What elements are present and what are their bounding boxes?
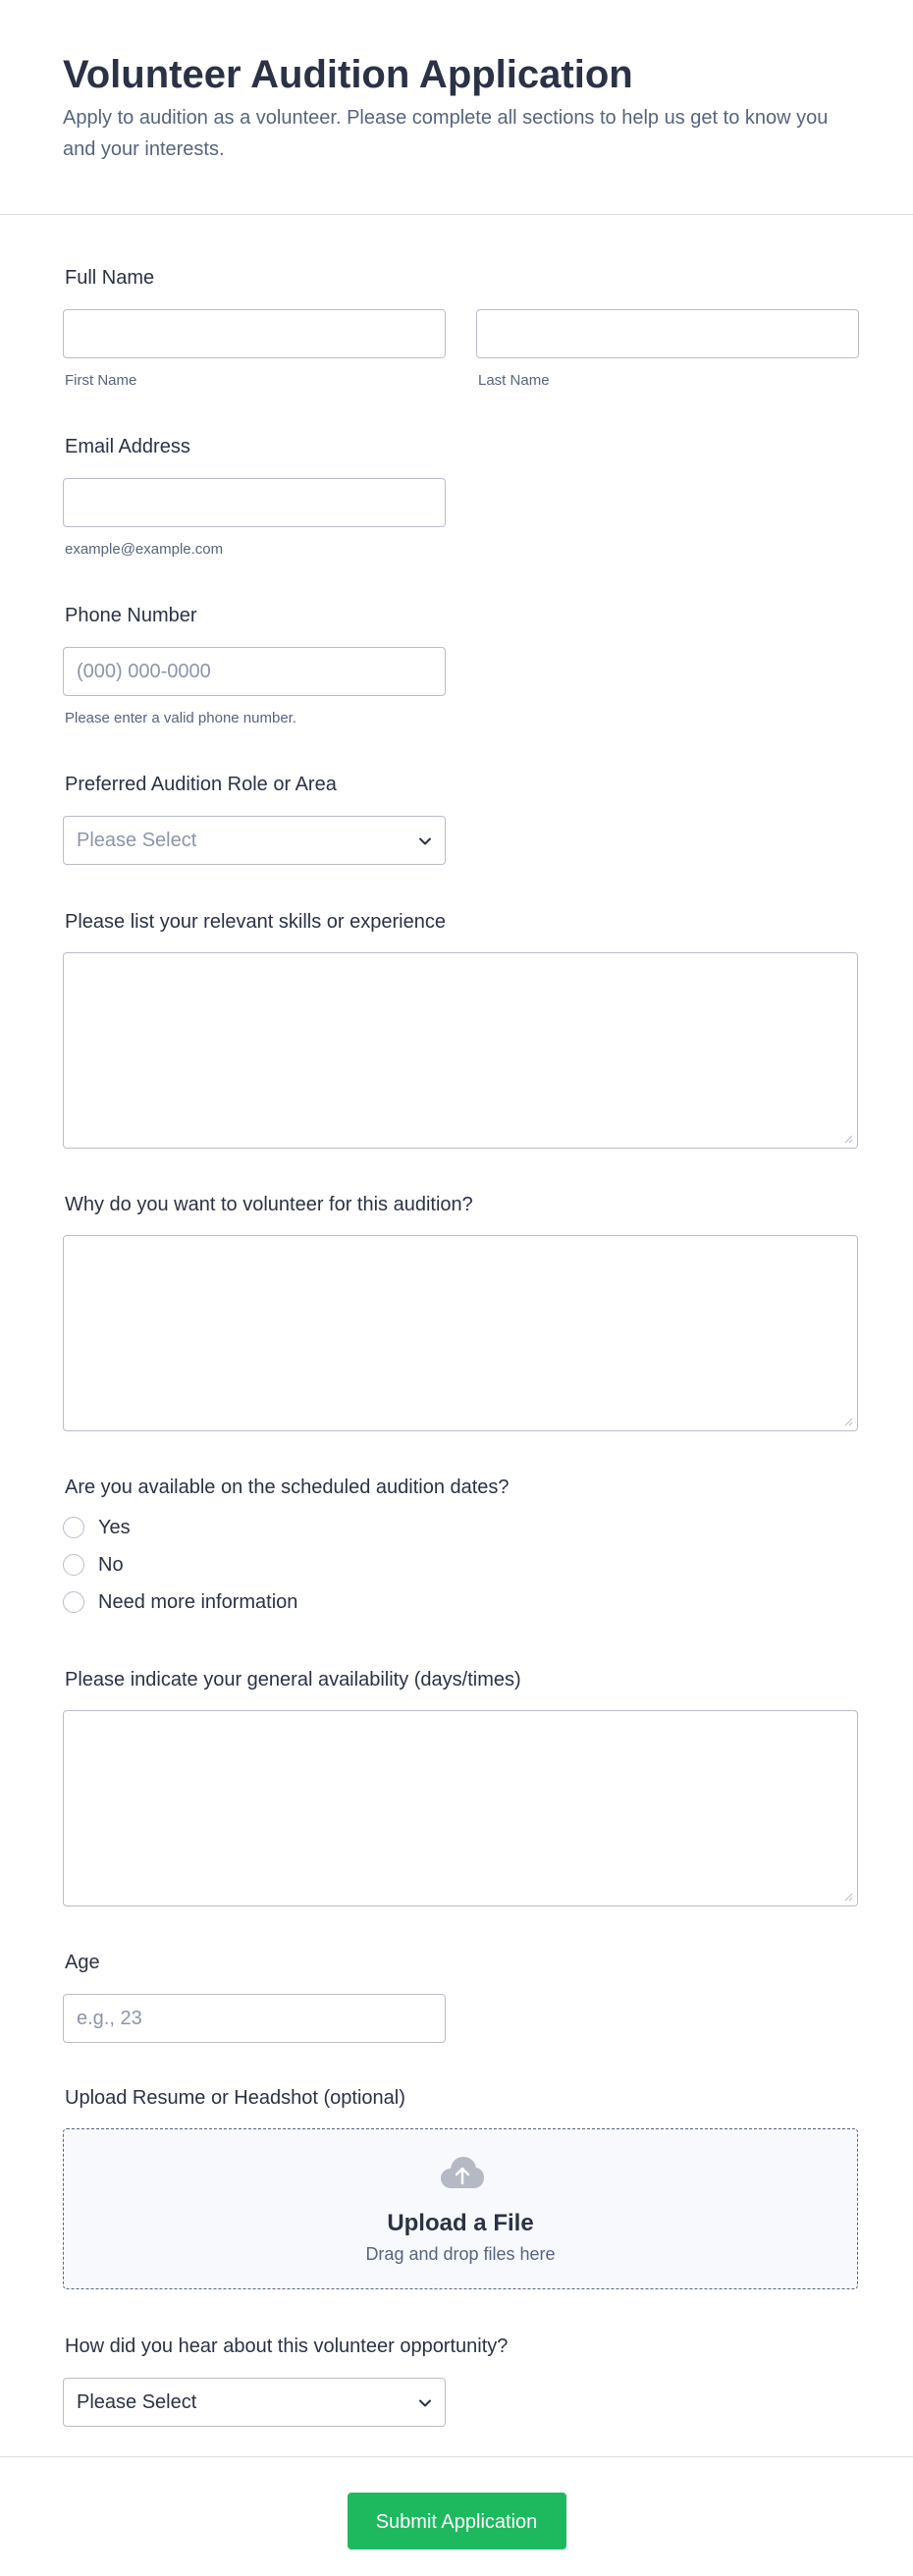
email-input[interactable] [63, 478, 446, 527]
file-upload-dropzone[interactable] [63, 2128, 858, 2289]
general-availability-textarea[interactable] [63, 1710, 858, 1906]
age-label: Age [65, 1952, 100, 1973]
why-field [63, 1193, 850, 1431]
radio-option-yes[interactable] [63, 1509, 850, 1546]
chevron-down-icon [417, 833, 433, 849]
age-input[interactable] [63, 1994, 446, 2043]
form-subtitle: Apply to audition as a volunteer. Please complete all sections to help us get to know you and your interests. [63, 107, 829, 160]
email-label: Email Address [65, 436, 190, 457]
radio-label: Need more information [98, 1590, 298, 1613]
first-name-sublabel: First Name [65, 372, 137, 389]
submit-application-button[interactable]: Submit Application [348, 2493, 566, 2549]
email-field [63, 435, 850, 559]
form-body [0, 266, 913, 2427]
resize-handle-icon[interactable] [844, 1893, 853, 1902]
radio-label: Yes [98, 1516, 131, 1538]
phone-sublabel: Please enter a valid phone number. [65, 710, 296, 726]
availability-dates-field [63, 1476, 850, 1621]
radio-label: No [98, 1553, 124, 1576]
skills-textarea[interactable] [63, 952, 858, 1149]
role-field [63, 773, 850, 865]
phone-label: Phone Number [65, 605, 197, 626]
upload-title: Upload a File [387, 2210, 534, 2236]
radio-button[interactable] [63, 1554, 84, 1576]
radio-option-more-info[interactable] [63, 1583, 850, 1621]
last-name-sublabel: Last Name [478, 372, 550, 389]
radio-button[interactable] [63, 1591, 84, 1613]
first-name-input[interactable] [63, 309, 446, 358]
upload-label: Upload Resume or Headshot (optional) [65, 2087, 405, 2109]
skills-label: Please list your relevant skills or experience [65, 911, 446, 933]
source-field [63, 2334, 850, 2427]
availability-dates-label: Are you available on the scheduled audition dates? [65, 1476, 510, 1498]
why-label: Why do you want to volunteer for this audition? [65, 1194, 473, 1215]
source-label: How did you hear about this volunteer opportunity? [65, 2335, 509, 2357]
general-availability-label: Please indicate your general availability (days/times) [65, 1669, 521, 1690]
email-sublabel: example@example.com [65, 541, 224, 558]
upload-subtitle: Drag and drop files here [365, 2244, 556, 2264]
upload-field [63, 2086, 850, 2289]
form-footer [0, 2456, 913, 2549]
role-select[interactable] [63, 816, 446, 865]
radio-option-no[interactable] [63, 1546, 850, 1583]
source-select-value: Please Select [77, 2391, 197, 2413]
resize-handle-icon[interactable] [844, 1418, 853, 1426]
form-header [0, 0, 913, 215]
skills-field [63, 910, 850, 1149]
cloud-upload-icon [440, 2155, 485, 2190]
role-label: Preferred Audition Role or Area [65, 774, 337, 795]
last-name-input[interactable] [476, 309, 859, 358]
general-availability-field [63, 1668, 850, 1906]
source-select[interactable] [63, 2378, 446, 2427]
chevron-down-icon [417, 2395, 433, 2411]
resize-handle-icon[interactable] [844, 1135, 853, 1144]
phone-field [63, 604, 850, 727]
radio-button[interactable] [63, 1517, 84, 1538]
full-name-field [63, 266, 850, 390]
form-title: Volunteer Audition Application [63, 53, 633, 96]
full-name-label: Full Name [65, 267, 155, 289]
age-field [63, 1951, 850, 2043]
phone-input[interactable] [63, 647, 446, 696]
role-select-value: Please Select [77, 830, 197, 851]
why-textarea[interactable] [63, 1235, 858, 1431]
